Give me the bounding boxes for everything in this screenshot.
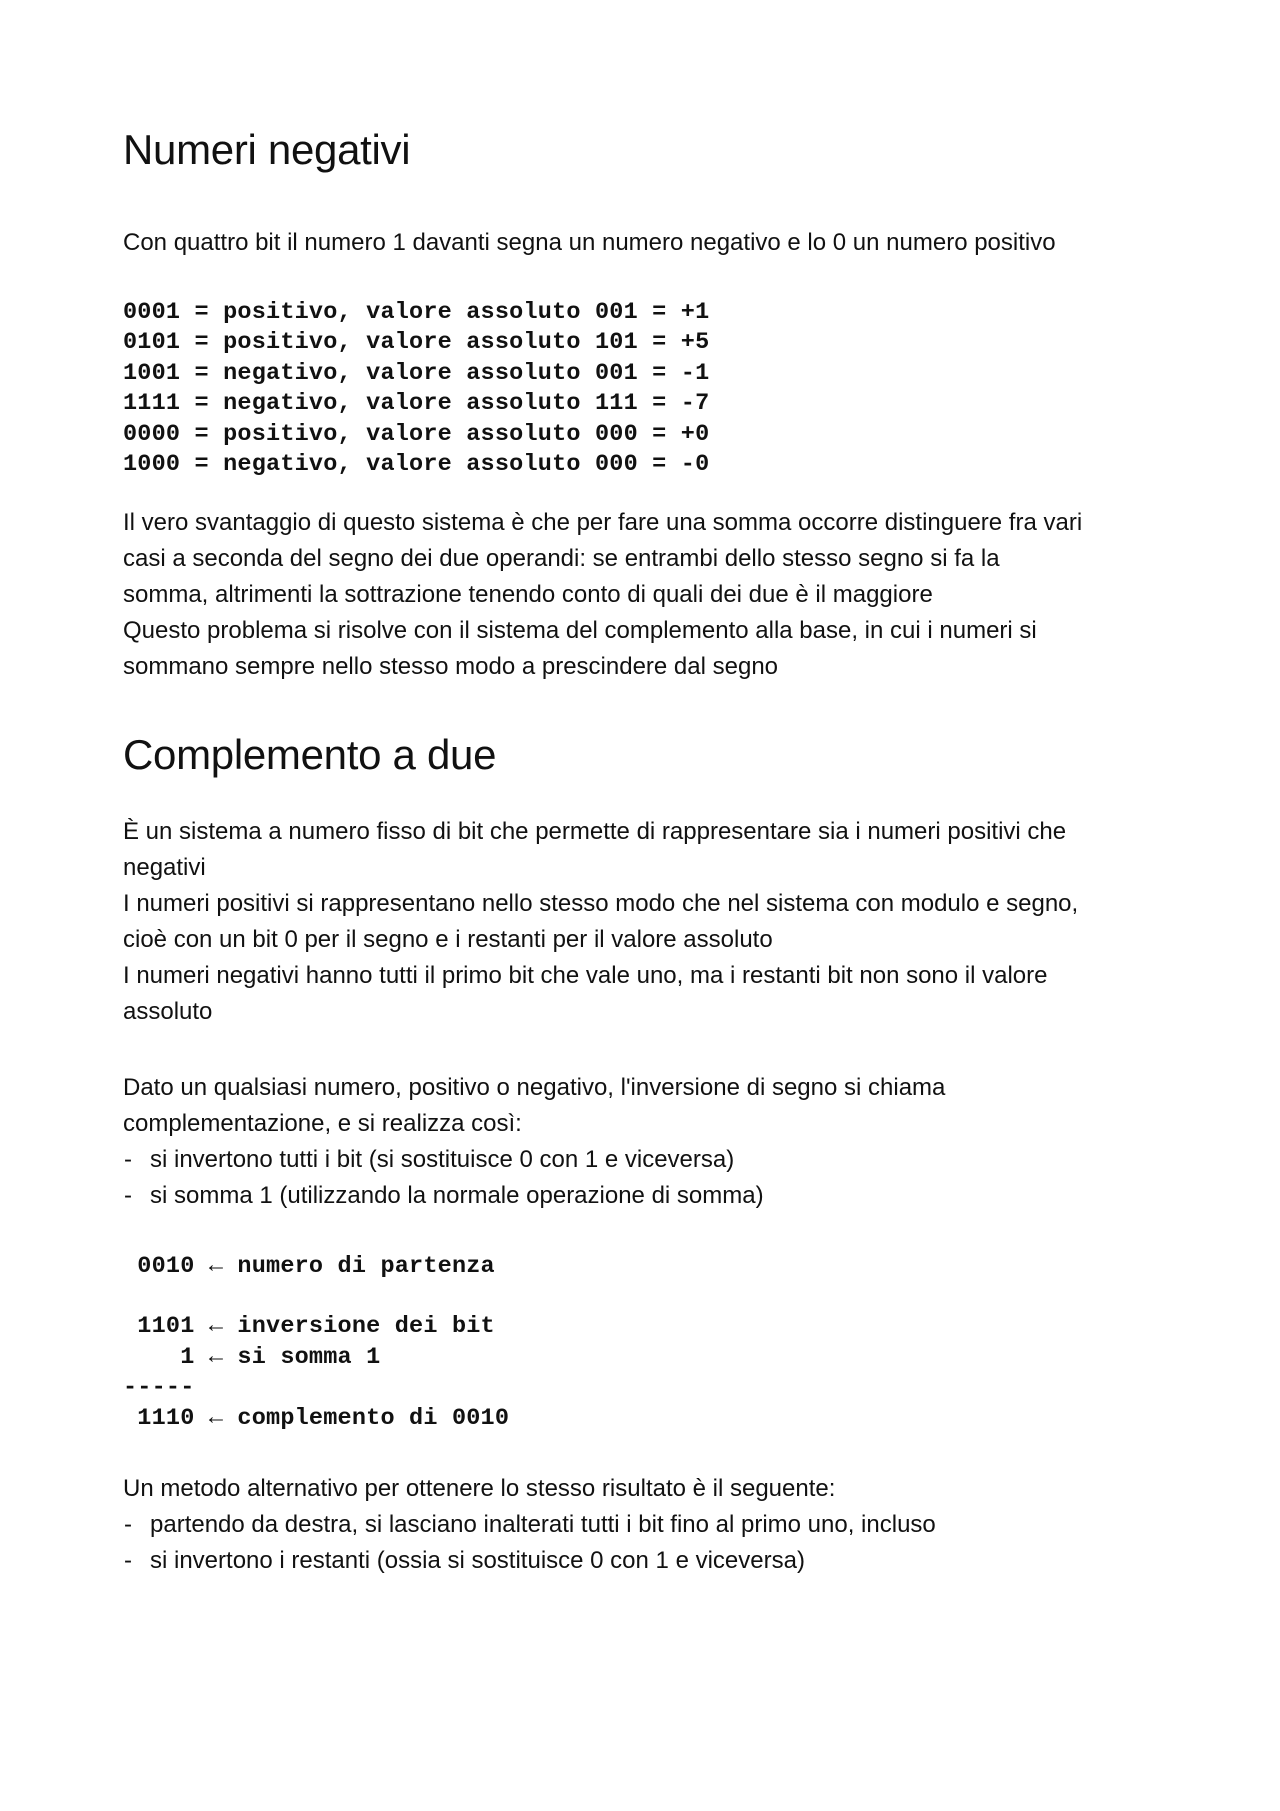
complement-steps-list — [123, 1142, 764, 1214]
text-line: È un sistema a numero fisso di bit che permette di rappresentare sia i numeri positivi che — [123, 818, 1067, 845]
example-line: 1 ← si somma 1 — [123, 1343, 381, 1371]
section-title-numeri-negativi: Numeri negativi — [123, 126, 411, 173]
example-line: 0010 ← numero di partenza — [123, 1253, 495, 1280]
example-line: 1110 ← complemento di 0010 — [123, 1404, 510, 1432]
example-spacer — [123, 1282, 509, 1312]
alternative-steps-list — [123, 1507, 936, 1579]
text-line: casi a seconda del segno dei due operandi: se entrambi dello stesso segno si fa la — [123, 545, 1000, 572]
text-line: Dato un qualsiasi numero, positivo o negativo, l'inversione di segno si chiama — [123, 1074, 946, 1101]
text-line: sommano sempre nello stesso modo a prescindere dal segno — [123, 653, 779, 680]
code-line: 1000 = negativo, valore assoluto 000 = -0 — [123, 451, 710, 479]
text-line: complementazione, e si realizza così: — [123, 1110, 522, 1137]
example-separator: ----- — [123, 1374, 195, 1402]
list-item-text: si invertono tutti i bit (si sostituisce 0 con 1 e viceversa) — [150, 1146, 735, 1173]
code-line: 0101 = positivo, valore assoluto 101 = +5 — [123, 329, 710, 357]
intro-paragraph: Con quattro bit il numero 1 davanti segna un numero negativo e lo 0 un numero positivo — [123, 229, 1056, 256]
text-line: I numeri positivi si rappresentano nello stesso modo che nel sistema con modulo e segno, — [123, 890, 1079, 917]
dash-bullet: - — [124, 1547, 132, 1574]
list-item — [123, 1142, 764, 1178]
dash-bullet: - — [124, 1182, 132, 1209]
text-line: somma, altrimenti la sottrazione tenendo conto di quali dei due è il maggiore — [123, 581, 933, 608]
complement-intro-paragraph — [123, 814, 1078, 1030]
code-line: 0001 = positivo, valore assoluto 001 = +1 — [123, 299, 710, 326]
list-item — [123, 1543, 936, 1579]
text-line: I numeri negativi hanno tutti il primo bit che vale uno, ma i restanti bit non sono il valore — [123, 962, 1048, 989]
list-item-text: si invertono i restanti (ossia si sostituisce 0 con 1 e viceversa) — [150, 1547, 805, 1574]
text-line: Questo problema si risolve con il sistema del complemento alla base, in cui i numeri si — [123, 617, 1037, 644]
text-line: assoluto — [123, 998, 213, 1025]
list-item-text: partendo da destra, si lasciano inalterati tutti i bit fino al primo uno, incluso — [150, 1511, 936, 1538]
text-line: negativi — [123, 854, 206, 881]
disadvantage-paragraph — [123, 505, 1082, 685]
code-line: 1111 = negativo, valore assoluto 111 = -7 — [123, 390, 710, 418]
dash-bullet: - — [124, 1146, 132, 1173]
list-item — [123, 1178, 764, 1214]
example-line: 1101 ← inversione dei bit — [123, 1313, 495, 1341]
text-line: cioè con un bit 0 per il segno e i restanti per il valore assoluto — [123, 926, 773, 953]
dash-bullet: - — [124, 1511, 132, 1538]
complementation-paragraph — [123, 1070, 945, 1142]
complement-example-block — [123, 1252, 509, 1434]
section-title-complemento-a-due: Complemento a due — [123, 731, 497, 778]
alternative-method-intro: Un metodo alternativo per ottenere lo stesso risultato è il seguente: — [123, 1475, 836, 1502]
code-line: 0000 = positivo, valore assoluto 000 = +0 — [123, 420, 710, 448]
list-item-text: si somma 1 (utilizzando la normale operazione di somma) — [150, 1182, 764, 1209]
code-block-sign-magnitude — [123, 298, 709, 480]
code-line: 1001 = negativo, valore assoluto 001 = -1 — [123, 359, 710, 387]
text-line: Il vero svantaggio di questo sistema è che per fare una somma occorre distinguere fra vari — [123, 509, 1083, 536]
list-item — [123, 1507, 936, 1543]
